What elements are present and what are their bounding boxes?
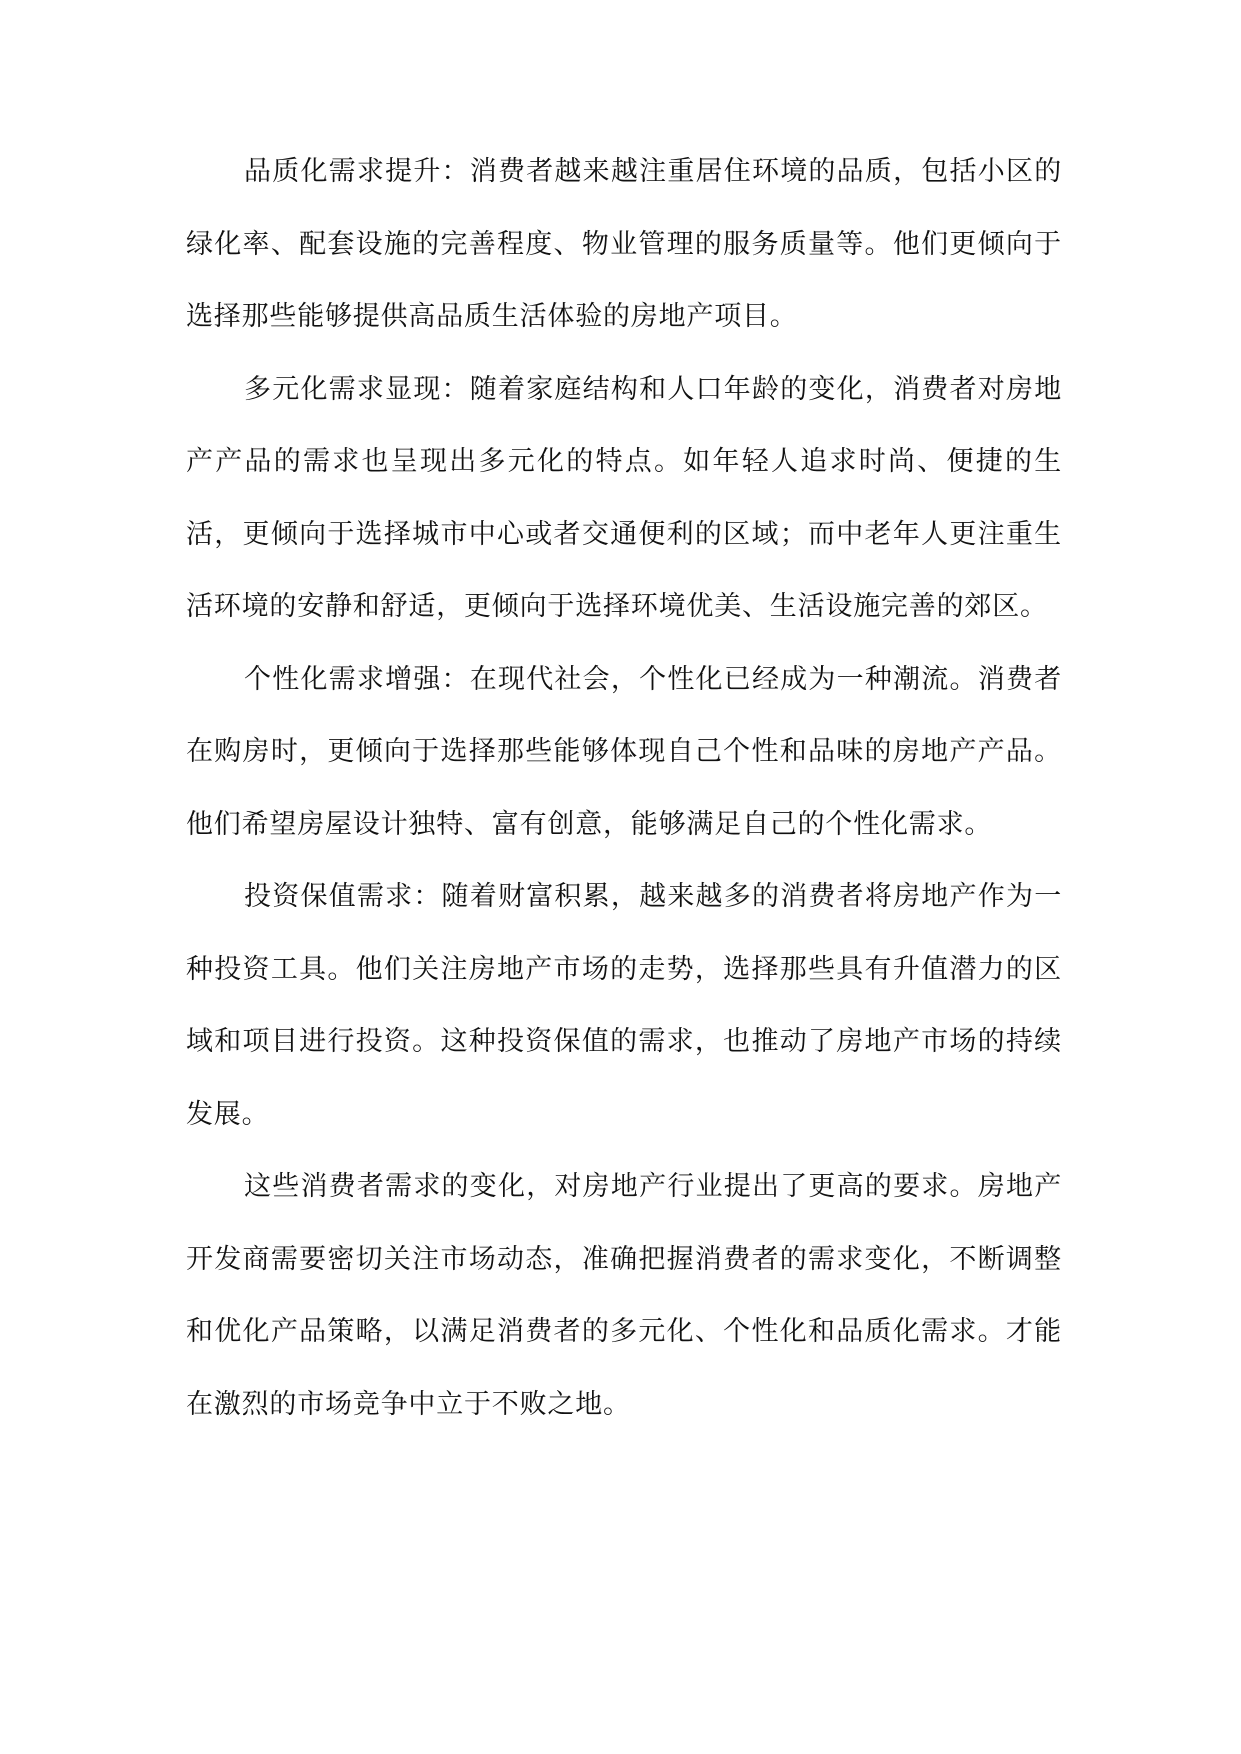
paragraph-investment-demand: 投资保值需求：随着财富积累，越来越多的消费者将房地产作为一种投资工具。他们关注房地产市场的走势，选择那些具有升值潜力的区域和项目进行投资。这种投资保值的需求，也推动了房地产市场的持续发展。 (186, 881, 1062, 1130)
document-body (186, 136, 1062, 1441)
paragraph-personalized-demand: 个性化需求增强：在现代社会，个性化已经成为一种潮流。消费者在购房时，更倾向于选择那些能够体现自己个性和品味的房地产产品。他们希望房屋设计独特、富有创意，能够满足自己的个性化需求。 (186, 663, 1062, 840)
paragraph-conclusion: 这些消费者需求的变化，对房地产行业提出了更高的要求。房地产开发商需要密切关注市场动态，准确把握消费者的需求变化，不断调整和优化产品策略，以满足消费者的多元化、个性化和品质化需求。才能在激烈的市场竞争中立于不败之地。 (186, 1171, 1062, 1420)
paragraph-diversified-demand: 多元化需求显现：随着家庭结构和人口年龄的变化，消费者对房地产产品的需求也呈现出多元化的特点。如年轻人追求时尚、便捷的生活，更倾向于选择城市中心或者交通便利的区域；而中老年人更注重生活环境的安静和舒适，更倾向于选择环境优美、生活设施完善的郊区。 (186, 373, 1062, 622)
paragraph-quality-demand: 品质化需求提升：消费者越来越注重居住环境的品质，包括小区的绿化率、配套设施的完善程度、物业管理的服务质量等。他们更倾向于选择那些能够提供高品质生活体验的房地产项目。 (186, 156, 1062, 332)
